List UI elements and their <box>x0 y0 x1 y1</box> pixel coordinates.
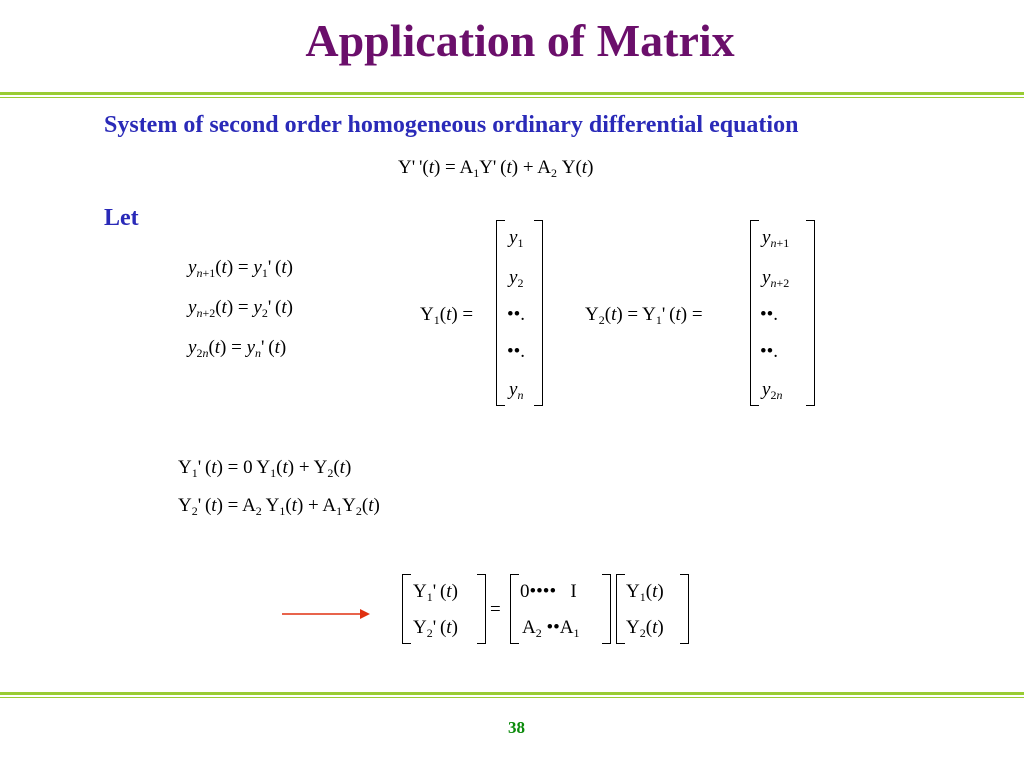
right-arrow-icon <box>280 604 370 624</box>
top-divider-thin <box>0 97 1024 98</box>
rhs-right-bracket <box>680 574 689 644</box>
lhs-left-bracket <box>402 574 411 644</box>
y2-left-bracket <box>750 220 759 406</box>
y1-entry-dots-2: ••. <box>507 341 526 362</box>
rhs-entry-2: $Y_2(t)$ <box>626 617 664 640</box>
page-number: 38 <box>508 718 525 737</box>
bottom-divider-thin <box>0 697 1024 698</box>
lhs-entry-1: $Y_1'$ (t) <box>413 581 458 604</box>
definition-3: $y_{2n}(t) = y_n'$ (t) <box>188 337 287 360</box>
rhs-left-bracket <box>616 574 625 644</box>
system-equation-1: $Y_1'$ (t) = 0 $Y_1(t) + Y_2(t)$ <box>178 457 352 480</box>
top-divider <box>0 92 1024 95</box>
main-equation: Y' '$(t) = A_1Y$' $(t) + A_2$ Y(t) <box>398 157 594 180</box>
y1-entry-2: $y_2$ <box>509 267 524 290</box>
y1-right-bracket <box>534 220 543 406</box>
y2-right-bracket <box>806 220 815 406</box>
y2-entry-1: $y_{n+1}$ <box>762 227 790 250</box>
slide-subtitle: System of second order homogeneous ordinary differential equation <box>104 112 799 138</box>
y1-entry-dots-1: ••. <box>507 304 526 325</box>
coef-row-2: $A_2$ $••A_1$ <box>522 617 580 640</box>
y1-left-bracket <box>496 220 505 406</box>
lhs-entry-2: $Y_2'$ (t) <box>413 617 458 640</box>
rhs-entry-1: $Y_1(t)$ <box>626 581 664 604</box>
lhs-right-bracket <box>477 574 486 644</box>
y1-entry-n: $y_n$ <box>509 379 524 402</box>
y2-vector-lhs: $Y_2(t) = Y_1'$ (t) = <box>585 304 703 327</box>
slide-title: Application of Matrix <box>305 15 735 66</box>
y1-vector-lhs: $Y_1(t)$ = <box>420 304 474 327</box>
y2-entry-2n: $y_{2n}$ <box>762 379 783 402</box>
y1-entry-1: $y_1$ <box>509 227 524 250</box>
coef-left-bracket <box>510 574 519 644</box>
definition-2: $y_{n+2}(t) = y_2'$ (t) <box>188 297 293 320</box>
system-equation-2: $Y_2'$ $(t) = A_2$ $Y_1(t) + A_1Y_2(t)$ <box>178 495 380 518</box>
matrix-equals: = <box>490 599 501 620</box>
let-label: Let <box>104 205 139 231</box>
coef-row-1: 0•••• I <box>520 581 577 602</box>
y2-entry-2: $y_{n+2}$ <box>762 267 790 290</box>
coef-right-bracket <box>602 574 611 644</box>
bottom-divider <box>0 692 1024 695</box>
y2-entry-dots-1: ••. <box>760 304 779 325</box>
y2-entry-dots-2: ••. <box>760 341 779 362</box>
definition-1: $y_{n+1}(t) = y_1'$ (t) <box>188 257 293 280</box>
